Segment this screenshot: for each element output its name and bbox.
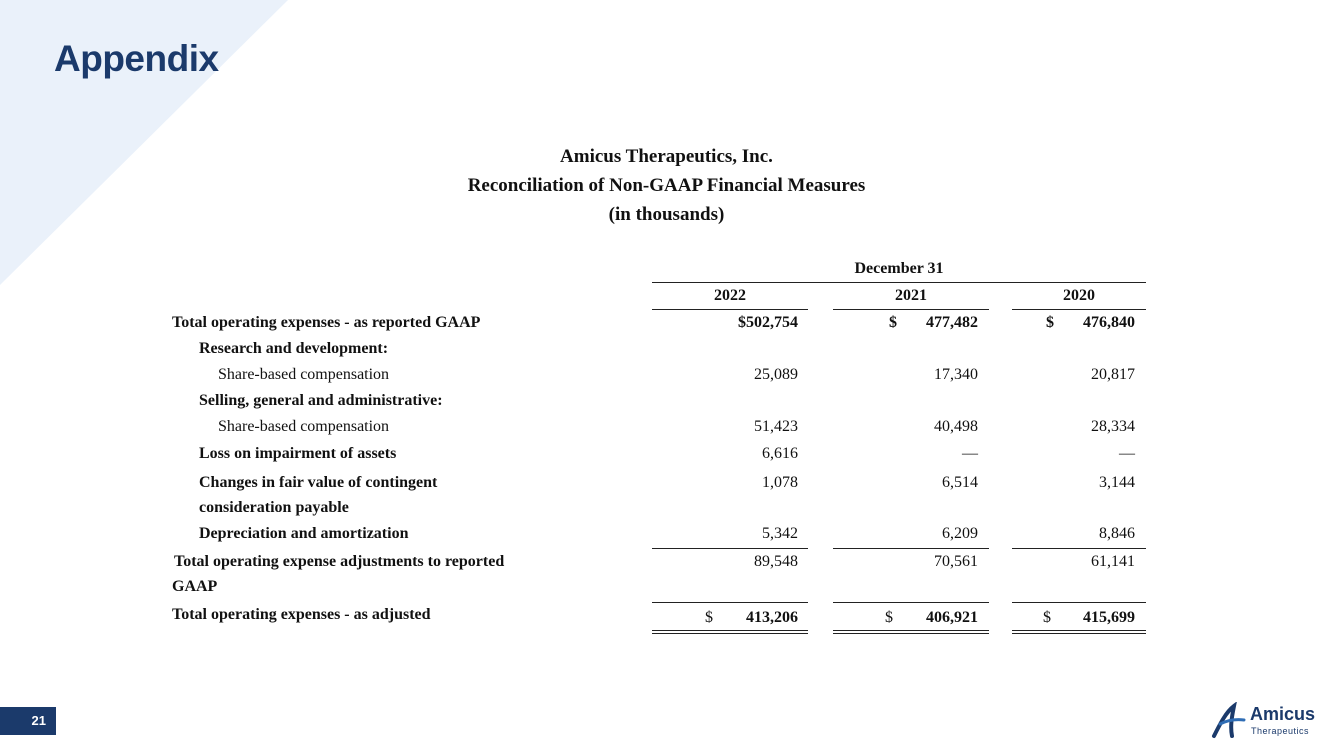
cell-2021: — <box>962 445 978 462</box>
currency-symbol: $ <box>705 609 713 626</box>
cell-2022: 413,206 <box>746 609 798 626</box>
row-label: Share-based compensation <box>218 418 390 435</box>
double-underline <box>652 633 808 634</box>
cell-2020: 8,846 <box>1099 525 1135 542</box>
cell-2021: 477,482 <box>926 314 978 331</box>
cell-2020: 476,840 <box>1083 314 1135 331</box>
divider <box>1012 602 1146 603</box>
cell-2022: 51,423 <box>754 418 798 435</box>
row-label: Selling, general and administrative: <box>199 392 443 409</box>
report-title: Reconciliation of Non-GAAP Financial Measures <box>467 175 866 196</box>
logo-name: Amicus <box>1250 704 1316 724</box>
slide-title: Appendix <box>54 38 219 79</box>
double-underline <box>833 630 989 631</box>
divider <box>1012 309 1146 310</box>
cell-2020: 28,334 <box>1091 418 1135 435</box>
year-header-2020: 2020 <box>1063 287 1095 304</box>
cell-2022: $502,754 <box>738 314 798 331</box>
divider <box>833 602 989 603</box>
currency-symbol: $ <box>1043 609 1051 626</box>
row-label: Loss on impairment of assets <box>199 445 397 462</box>
double-underline <box>833 633 989 634</box>
row-label: Share-based compensation <box>218 366 390 383</box>
cell-2021: 70,561 <box>934 553 978 570</box>
double-underline <box>652 630 808 631</box>
cell-2022: 5,342 <box>762 525 798 542</box>
divider <box>1012 548 1146 549</box>
row-label-continued: consideration payable <box>199 499 349 516</box>
row-label: Changes in fair value of contingent <box>199 474 438 491</box>
row-label: Depreciation and amortization <box>199 525 409 542</box>
cell-2022: 6,616 <box>762 445 798 462</box>
cell-2020: 20,817 <box>1091 366 1135 383</box>
divider <box>652 309 808 310</box>
cell-2021: 6,514 <box>942 474 978 491</box>
double-underline <box>1012 630 1146 631</box>
divider <box>833 309 989 310</box>
divider <box>652 282 1146 283</box>
cell-2021: 17,340 <box>934 366 978 383</box>
row-label: Research and development: <box>199 340 389 357</box>
year-header-2021: 2021 <box>895 287 927 304</box>
divider <box>652 602 808 603</box>
cell-2020: 61,141 <box>1091 553 1135 570</box>
amicus-logo <box>1210 702 1320 742</box>
cell-2021: 6,209 <box>942 525 978 542</box>
cell-2022: 1,078 <box>762 474 798 491</box>
cell-2022: 25,089 <box>754 366 798 383</box>
cell-2020: 3,144 <box>1099 474 1135 491</box>
page-number: 21 <box>0 707 56 735</box>
row-label: Total operating expenses - as reported GAAP <box>172 314 481 331</box>
cell-2020: — <box>1119 445 1135 462</box>
divider <box>652 548 808 549</box>
double-underline <box>1012 633 1146 634</box>
cell-2021: 40,498 <box>934 418 978 435</box>
currency-symbol: $ <box>885 609 893 626</box>
period-header: December 31 <box>854 260 944 277</box>
company-name: Amicus Therapeutics, Inc. <box>560 146 773 167</box>
logo-subtitle: Therapeutics <box>1251 726 1310 736</box>
cell-2020: 415,699 <box>1083 609 1135 626</box>
amicus-logo-icon <box>1210 702 1248 740</box>
cell-2021: 406,921 <box>926 609 978 626</box>
currency-symbol: $ <box>889 314 897 331</box>
divider <box>833 548 989 549</box>
cell-2022: 89,548 <box>754 553 798 570</box>
currency-symbol: $ <box>1046 314 1054 331</box>
year-header-2022: 2022 <box>714 287 746 304</box>
row-label-continued: GAAP <box>172 578 218 595</box>
row-label: Total operating expenses - as adjusted <box>172 606 431 623</box>
row-label: Total operating expense adjustments to reported <box>174 553 505 570</box>
units-note: (in thousands) <box>608 204 725 225</box>
